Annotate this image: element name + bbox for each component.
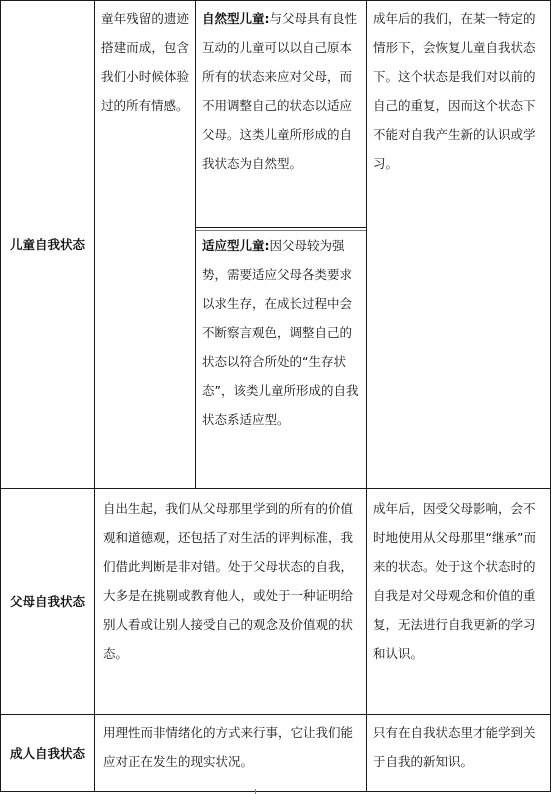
child-state-label bbox=[1, 1, 94, 488]
adult-state-label-text: 成人自我状态 bbox=[9, 745, 85, 761]
parent-state-label bbox=[1, 489, 94, 714]
adult-adult-effect-text: 只有在自我状态里才能学到关于自我的新知识。 bbox=[373, 725, 536, 769]
parent-state-description bbox=[95, 494, 366, 713]
adult-state-label bbox=[1, 715, 94, 791]
natural-child-text: 与父母具有良性互动的儿童可以以自己原本所有的状态来应对父母，而不用调整自己的状态以适应父母。这类儿童所形成的自我状态为自然型。 bbox=[202, 11, 358, 171]
table-border-bottom bbox=[0, 791, 551, 792]
column-divider-1 bbox=[94, 0, 95, 792]
natural-child-cell bbox=[196, 4, 366, 226]
child-adult-effect-text: 成年后的我们，在某一特定的情形下，会恢复儿童自我状态下。这个状态是我们对以前的自己的重复，因而这个状态下不能对自我产生新的认识或学习。 bbox=[373, 11, 536, 171]
child-state-origin bbox=[95, 4, 195, 488]
parent-state-description-text: 自出生起，我们从父母那里学到的所有的价值观和道德观，还包括了对生活的评判标准，我们借此判断是非对错。处于父母状态的自我，大多是在挑剔或教育他人，或处于一种证明给别人看或让别人接受自己的观念及价值观的状态。 bbox=[103, 501, 354, 661]
column-divider-2a bbox=[195, 0, 196, 489]
row-divider-2 bbox=[0, 714, 551, 715]
adapted-child-text: 因父母较为强势，需要适应父母各类要求以求生存，在成长过程中会不断察言观色，调整自己的状态以符合所处的“生存状态”，该类儿童所形成的自我状态系适应型。 bbox=[202, 238, 359, 427]
adult-adult-effect bbox=[367, 718, 549, 790]
adult-state-description-text: 用理性而非情绪化的方式来行事，它让我们能应对正在发生的现实状况。 bbox=[103, 725, 354, 769]
table-border-top bbox=[0, 0, 551, 1]
child-state-origin-text: 童年残留的遗迹搭建而成，包含我们小时候体验过的所有情感。 bbox=[101, 11, 189, 113]
natural-child-title: 自然型儿童: bbox=[202, 11, 270, 26]
adapted-child-title: 适应型儿童: bbox=[202, 238, 270, 253]
child-subcell-divider-inner bbox=[195, 230, 367, 231]
parent-adult-effect bbox=[367, 494, 549, 713]
child-subcell-divider bbox=[195, 227, 367, 228]
adapted-child-cell bbox=[196, 231, 366, 487]
row-divider-1 bbox=[0, 488, 551, 489]
child-adult-effect bbox=[367, 4, 549, 488]
parent-adult-effect-text: 成年后，因受父母影响，会不时地使用从父母那里“继承”而来的状态。处于这个状态时的自我是对父母观念和价值的重复，无法进行自我更新的学习和认识。 bbox=[373, 501, 536, 661]
parent-state-label-text: 父母自我状态 bbox=[9, 594, 85, 609]
page-bottom-mark bbox=[255, 789, 256, 794]
adult-state-description bbox=[95, 718, 366, 790]
child-state-label-text: 儿童自我状态 bbox=[9, 237, 85, 252]
column-divider-3 bbox=[366, 0, 367, 792]
table-border-left bbox=[0, 0, 1, 792]
